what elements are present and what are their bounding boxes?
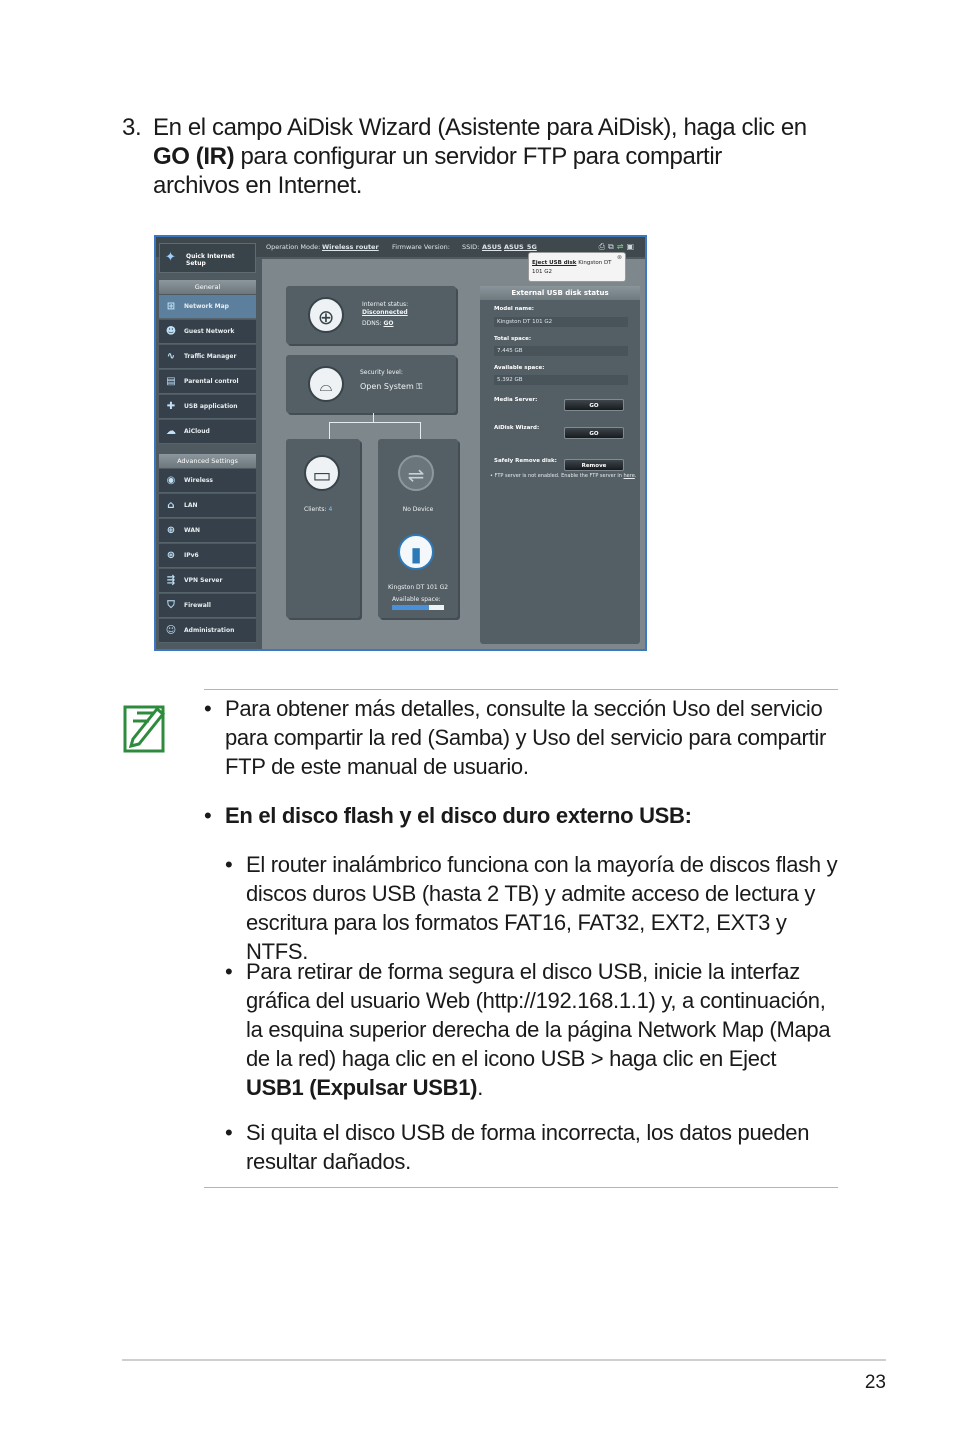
clients-card[interactable] (286, 439, 360, 618)
ddns-label: DDNS: (362, 320, 382, 327)
internet-card[interactable] (286, 286, 456, 344)
bullet-dot: • (204, 696, 212, 721)
note-sub-bullet-2-text (246, 957, 831, 1102)
footer-rule (122, 1359, 886, 1361)
ftp-note: • FTP server is not enabled. Enable the FTP server in here. (490, 473, 637, 479)
note-bottom-rule (204, 1187, 838, 1188)
step-text (153, 113, 813, 200)
menu-label: Guest Network (184, 328, 235, 335)
globe-icon: ⊕ (166, 525, 176, 536)
status-icons (599, 242, 637, 252)
menu-wan[interactable] (159, 519, 256, 543)
menu-firewall[interactable] (159, 594, 256, 618)
step-text-after: para configurar un servidor FTP para compartir archivos en Internet. (153, 143, 722, 199)
note-bullet-1-text: Para obtener más detalles, consulte la sección Uso del servicio para compartir la red (Samba) y Uso del servicio para compartir FTP de este manual de usuario. (225, 696, 826, 779)
admin-icon: ☺ (165, 625, 177, 636)
ipv6-icon: ⊛ (166, 550, 176, 561)
bullet-dot: • (204, 803, 212, 828)
vpn-icon: ⇶ (166, 575, 176, 586)
connector-lines (329, 422, 421, 439)
no-device-label: No Device (402, 506, 434, 513)
usb-available-label: Available space: (392, 596, 441, 603)
security-label: Security level: (360, 369, 403, 376)
usb-status-panel (480, 286, 640, 644)
usb-drive-icon[interactable]: ▮ (398, 534, 434, 570)
sidebar (159, 243, 256, 649)
op-mode-value[interactable]: Wireless router (322, 243, 379, 251)
lock-icon: ▤ (166, 376, 176, 387)
clients (304, 506, 332, 514)
usb-icon: ⇌ (398, 455, 434, 491)
general-header: General (159, 280, 256, 294)
router-icon: ⌓ (308, 366, 344, 402)
shield-icon: ⛉ (167, 600, 175, 611)
remove-disk-button[interactable]: Remove (564, 459, 624, 471)
menu-ipv6[interactable] (159, 544, 256, 568)
step-text-bold: GO (IR) (153, 143, 235, 170)
menu-label: Traffic Manager (184, 353, 237, 360)
wand-icon: ✦ (165, 250, 176, 265)
internet-status-label: Internet status: (362, 301, 409, 308)
clients-count: 4 (328, 506, 333, 513)
ddns-go-link[interactable]: GO (383, 320, 394, 327)
sub-bullet-2-bold: USB1 (Expulsar USB1) (246, 1075, 478, 1100)
total-value: 7.445 GB (494, 346, 628, 356)
op-mode-label: Operation Mode: (266, 243, 321, 251)
menu-vpn-server[interactable] (159, 569, 256, 593)
security (360, 369, 422, 391)
menu-label: LAN (184, 502, 198, 509)
security-value: Open System (360, 382, 414, 391)
monitor-icon: ▭ (304, 455, 340, 491)
menu-label: Wireless (184, 477, 213, 484)
eject-device-name: Kingston DT 101 G2 (532, 260, 612, 275)
menu-guest-network[interactable] (159, 320, 256, 344)
media-server-go-button[interactable]: GO (564, 399, 624, 411)
menu-label: AiCloud (184, 428, 210, 435)
ssid-2[interactable]: ASUS_5G (504, 243, 537, 251)
step-text-before: En el campo AiDisk Wizard (Asistente para AiDisk), haga clic en (153, 114, 807, 141)
available-label: Available space: (494, 365, 545, 371)
usb-device-name: Kingston DT 101 G2 (387, 584, 449, 591)
usb-icon[interactable]: ⇌ (616, 242, 627, 251)
usb-card[interactable] (378, 439, 458, 618)
router-card[interactable] (286, 355, 456, 413)
internet-status-value[interactable]: Disconnected (362, 309, 408, 316)
usb-space-fill (392, 605, 429, 610)
note-sub-bullet-3-text: Si quita el disco USB de forma incorrecta, los datos pueden resultar dañados. (246, 1120, 810, 1174)
usb-panel-title: External USB disk status (480, 286, 640, 300)
ssid-label: SSID: (462, 243, 480, 251)
menu-label: IPv6 (184, 552, 199, 559)
menu-label: USB application (184, 403, 238, 410)
remove-disk-label: Safely Remove disk: (494, 458, 557, 464)
note-bullet-2-text: En el disco flash y el disco duro externo USB: (225, 803, 692, 828)
media-server-label: Media Server: (494, 397, 538, 403)
connector-stem (373, 413, 374, 423)
advanced-header: Advanced Settings (159, 454, 256, 468)
menu-label: VPN Server (184, 577, 223, 584)
note-pencil-icon (123, 701, 167, 753)
bullet-dot: • (225, 852, 233, 877)
menu-label: Firewall (184, 602, 211, 609)
total-label: Total space: (494, 336, 532, 342)
printer-icon[interactable]: ⎙ (598, 242, 609, 251)
menu-label: WAN (184, 527, 201, 534)
clients-label: Clients: (304, 506, 327, 513)
step-number: 3. (122, 114, 142, 141)
home-icon: ⌂ (167, 500, 175, 511)
model-value: Kingston DT 101 G2 (494, 317, 628, 327)
bullet-dot: • (225, 1120, 233, 1145)
usb-space-bar (392, 605, 444, 610)
aidisk-wizard-label: AiDisk Wizard: (494, 425, 540, 431)
sub-bullet-2-before: Para retirar de forma segura el disco USB, inicie la interfaz gráfica del usuario Web (http://192.168.1.1) y, a continuación, la esquina superior derecha de la página Network Map (Mapa de la red) haga clic en el icono USB > haga clic en Eject (246, 959, 831, 1071)
wifi-icon: ◉ (166, 475, 176, 486)
router-screenshot (154, 235, 647, 651)
menu-traffic-manager[interactable] (159, 345, 256, 369)
network-map-area (262, 259, 645, 651)
note-top-rule (204, 689, 838, 690)
eject-tooltip (528, 252, 626, 282)
aidisk-wizard-go-button[interactable]: GO (564, 427, 624, 439)
sub-bullet-2-after: . (477, 1075, 483, 1100)
menu-label: Administration (184, 627, 235, 634)
bullet-dot: • (225, 959, 233, 984)
note-sub-bullet-1-text: El router inalámbrico funciona con la mayoría de discos flash y discos duros USB (hasta 2 TB) y admite acceso de lectura y escritura para los formatos FAT16, FAT32, EXT2, EXT3 y NTFS. (246, 852, 838, 964)
settings-icon[interactable]: ▣ (626, 242, 637, 251)
menu-wireless[interactable] (159, 469, 256, 493)
ftp-note-end: . (634, 473, 637, 479)
ftp-note-text: FTP server is not enabled. Enable the FTP server in (494, 473, 622, 479)
users-icon: ☻ (165, 326, 177, 337)
eject-usb-link[interactable]: Eject USB disk (532, 260, 577, 266)
network-map-icon: ⊞ (166, 301, 176, 312)
internet-status (362, 301, 408, 328)
model-label: Model name: (494, 306, 535, 312)
ftp-here-link[interactable]: here (623, 473, 635, 479)
menu-network-map[interactable] (159, 295, 256, 319)
lock-open-icon: ⚿ (416, 382, 423, 391)
menu-label: Parental control (184, 378, 239, 385)
menu-parental-control[interactable] (159, 370, 256, 394)
menu-label: Network Map (184, 303, 229, 310)
network-icon[interactable]: ⧉ (608, 242, 617, 251)
quick-setup-button[interactable] (159, 243, 256, 273)
menu-administration[interactable] (159, 619, 256, 643)
close-icon[interactable]: ⊗ (616, 254, 622, 261)
firmware-label: Firmware Version: (392, 243, 450, 251)
puzzle-icon: ✚ (166, 401, 176, 412)
menu-aicloud[interactable] (159, 420, 256, 444)
traffic-icon: ∿ (166, 351, 176, 362)
menu-lan[interactable] (159, 494, 256, 518)
page-number: 23 (864, 1372, 886, 1393)
cloud-icon: ☁ (166, 426, 176, 437)
quick-setup-label: Quick Internet Setup (186, 253, 235, 267)
available-value: 5.392 GB (494, 375, 628, 385)
globe-icon: ⊕ (308, 297, 344, 333)
menu-usb-application[interactable] (159, 395, 256, 419)
ssid-1[interactable]: ASUS (482, 243, 502, 251)
